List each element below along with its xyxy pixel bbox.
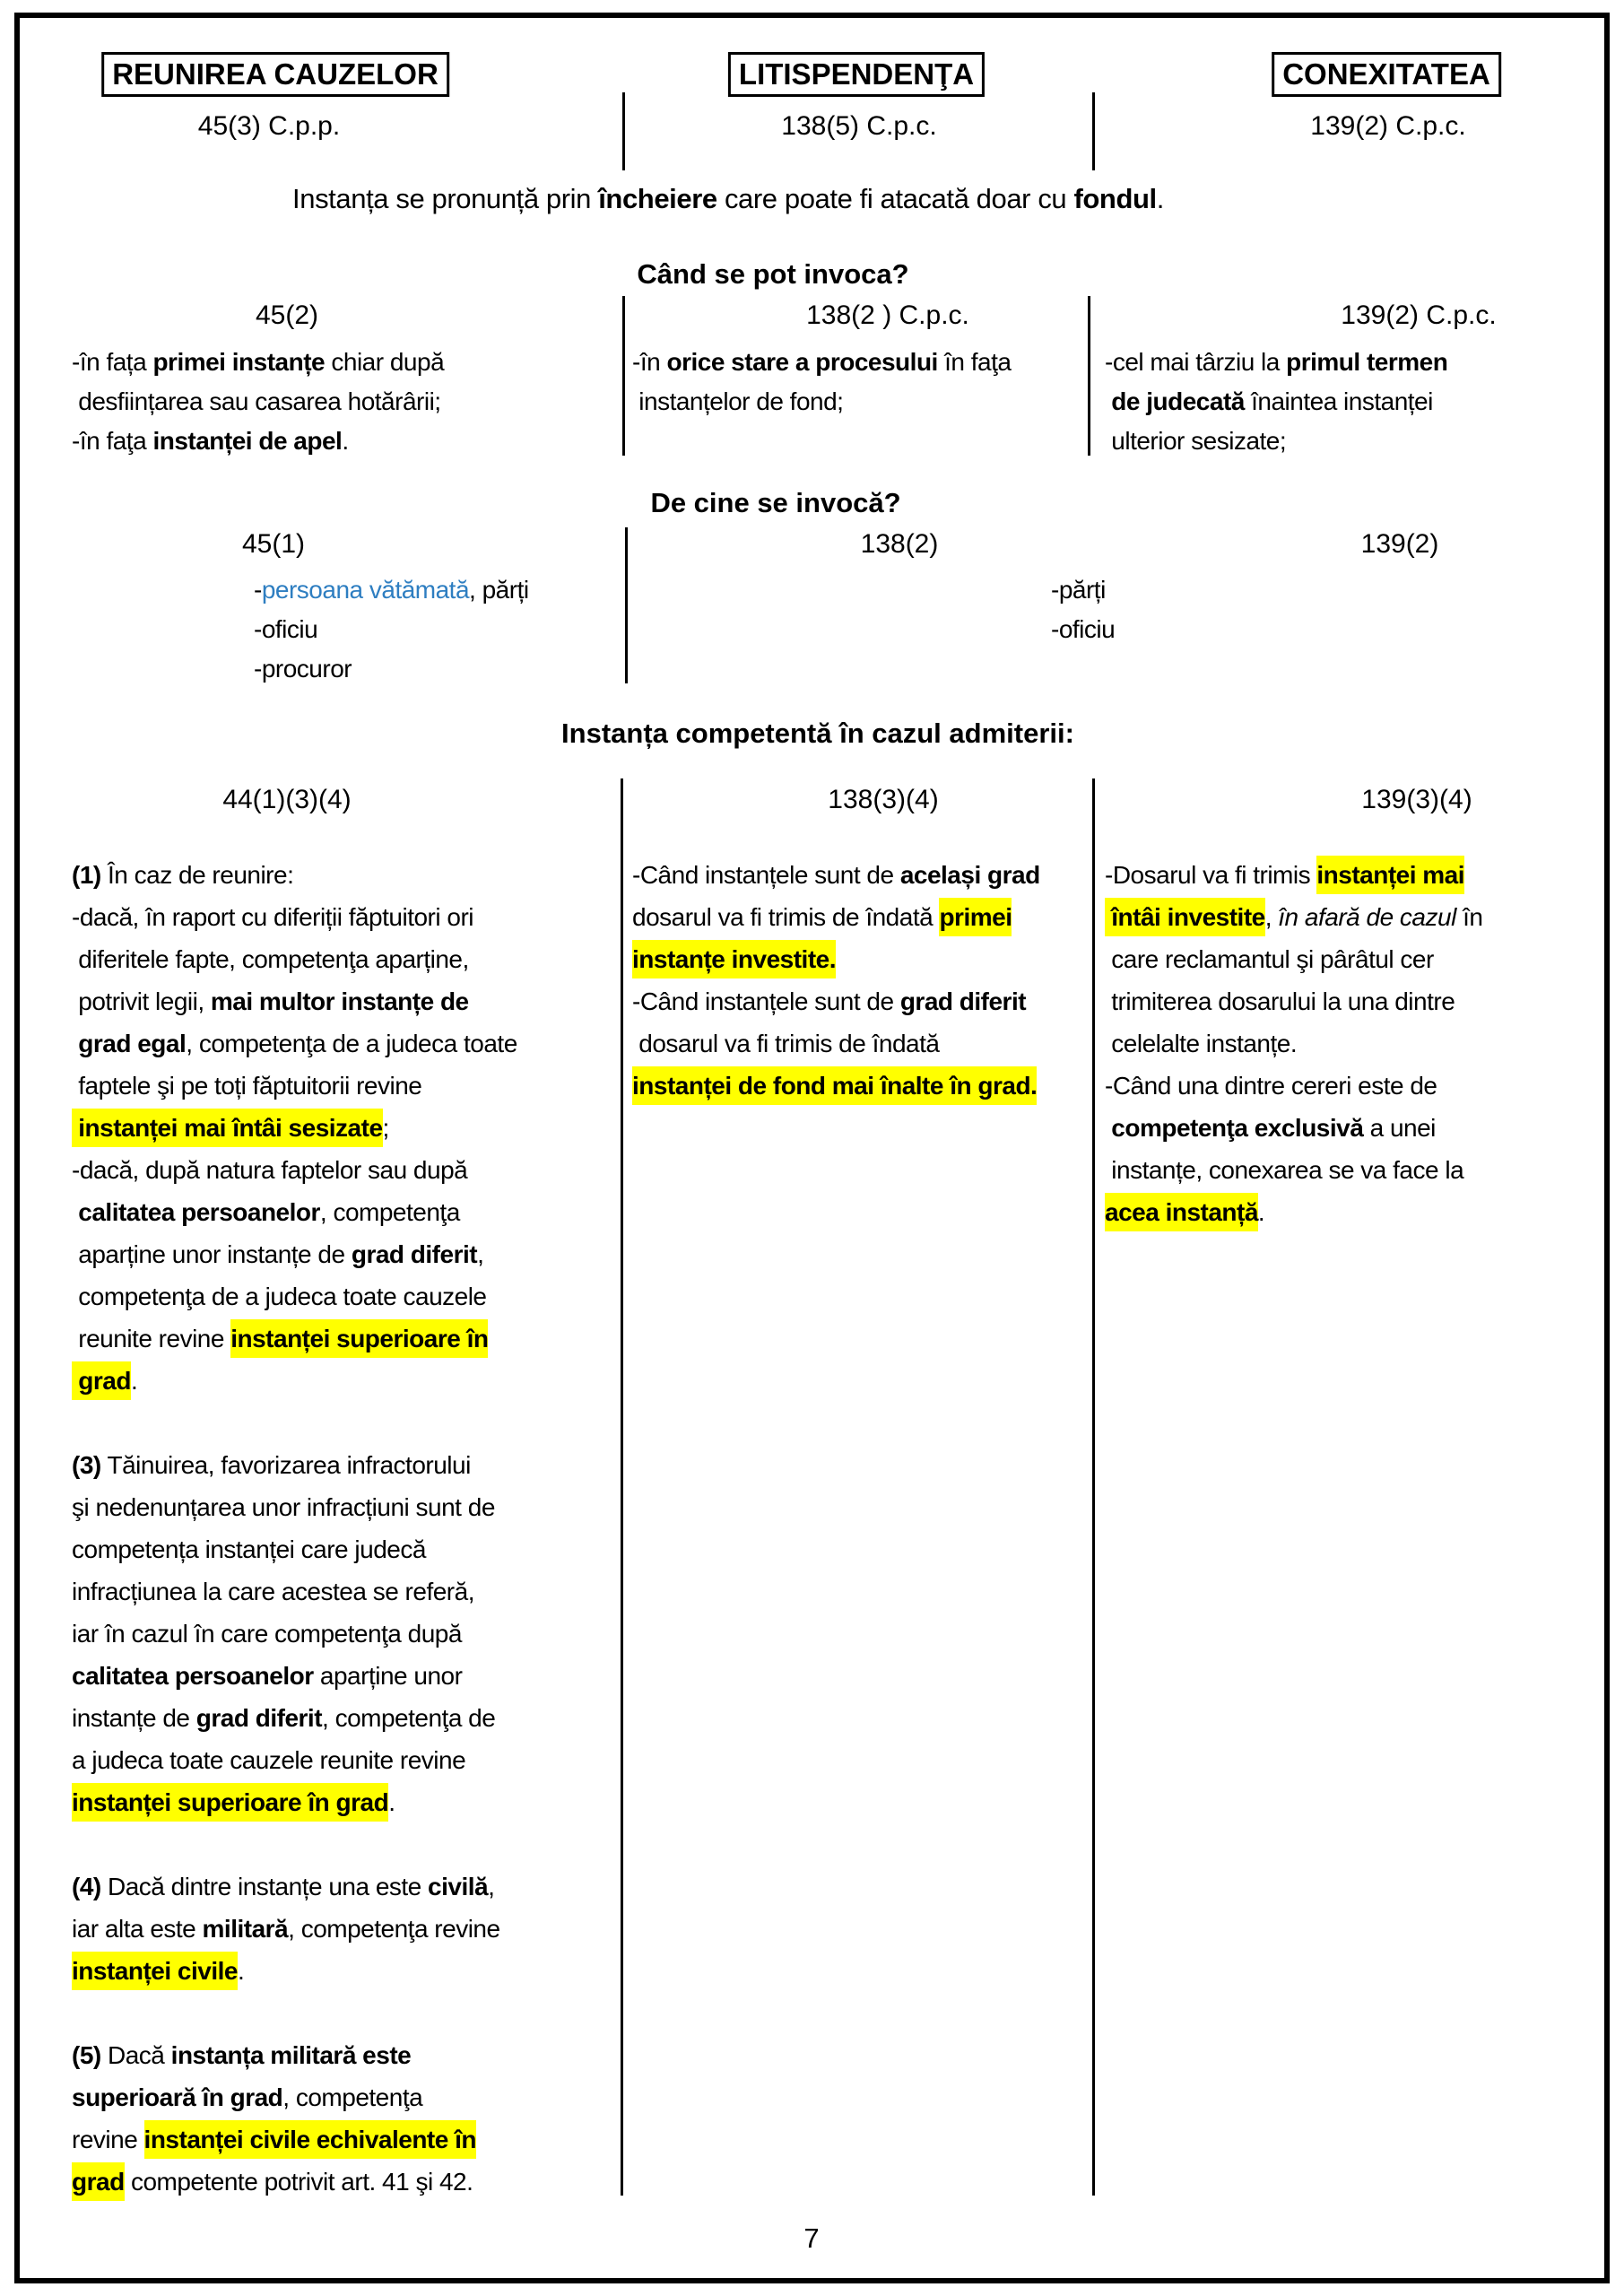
- text-run: persoana vătămată: [261, 576, 470, 604]
- text-line: [1105, 382, 1447, 422]
- text-run: în: [1455, 903, 1483, 931]
- header-box-title: CONEXITATEA: [1282, 57, 1490, 91]
- text-line: [72, 1402, 517, 1444]
- text-run: ,: [1264, 903, 1279, 931]
- text-line: [72, 1318, 517, 1360]
- text-run: .: [1156, 183, 1164, 214]
- text-line: [72, 2076, 517, 2118]
- section-title-de-cine-se-invoca: De cine se invocă?: [650, 487, 901, 518]
- text-run: -Când una dintre cereri este de: [1105, 1072, 1437, 1100]
- text-run: militară: [202, 1915, 289, 1943]
- text-line: [72, 1065, 517, 1107]
- s3-col1-text: [72, 854, 517, 2203]
- text-run: .: [237, 1957, 245, 1985]
- text-run: civilă: [428, 1873, 489, 1900]
- header-box-litispendenta: [728, 52, 985, 97]
- s3-col2-header: 138(3)(4): [828, 785, 939, 814]
- text-line: [72, 2161, 517, 2203]
- text-line: [632, 1022, 1040, 1065]
- article-ref-litispendenta: 138(5) C.p.c.: [781, 111, 937, 141]
- text-line: [72, 1149, 517, 1191]
- text-run: (4): [72, 1873, 101, 1900]
- text-run: instanței mai întâi sesizate: [78, 1109, 382, 1147]
- text-run: -Dosarul va fi trimis: [1105, 861, 1317, 889]
- text-run: reunite revine: [72, 1325, 231, 1352]
- article-ref-reunirea: 45(3) C.p.p.: [197, 111, 341, 141]
- text-line: [72, 1866, 517, 1908]
- text-run: calitatea persoanelor: [78, 1198, 320, 1226]
- text-line: [632, 343, 1011, 382]
- header-box-title: LITISPENDENŢA: [738, 57, 975, 91]
- text-run: ,: [488, 1873, 495, 1900]
- text-run: instanța militară este: [170, 2041, 412, 2069]
- s3-col2-text: [632, 854, 1040, 1107]
- text-run: -în: [632, 348, 667, 376]
- text-line: [72, 1823, 517, 1866]
- text-run: care poate fi atacată doar cu: [716, 183, 1074, 214]
- text-run: instanței de fond mai înalte în grad.: [632, 1066, 1037, 1105]
- text-run: a judeca toate cauzele reunite revine: [72, 1746, 466, 1774]
- text-run: ,: [477, 1240, 484, 1268]
- text-run: de judecată: [1111, 387, 1245, 415]
- text-run: competenţa exclusivă: [1111, 1114, 1364, 1142]
- text-run: , competenţa de: [322, 1704, 496, 1732]
- text-line: [72, 1613, 517, 1655]
- article-ref-conexitatea: 139(2) C.p.c.: [1310, 111, 1466, 141]
- text-run: , competenţa: [282, 2083, 423, 2111]
- text-run: (3): [72, 1451, 101, 1479]
- text-line: [1105, 896, 1482, 938]
- text-run: înaintea instanței: [1244, 387, 1433, 415]
- header-box-conexitatea: [1272, 52, 1501, 97]
- text-run: ;: [382, 1114, 389, 1142]
- section-title-cand-se-pot-invoca: Când se pot invoca?: [637, 258, 909, 290]
- column-divider: [621, 778, 623, 2196]
- text-run: fondul: [1073, 183, 1157, 214]
- text-run: -în fața: [72, 348, 153, 376]
- text-line: [632, 382, 1011, 422]
- text-run: Dacă dintre instanțe una este: [100, 1873, 429, 1900]
- text-run: iar în cazul în care competenţa după: [72, 1620, 462, 1648]
- text-run: -Când instanțele sunt de: [632, 987, 900, 1015]
- s3-col3-header: 139(3)(4): [1361, 785, 1472, 814]
- text-run: faptele şi pe toți făptuitorii revine: [72, 1072, 422, 1100]
- text-line: [1105, 938, 1482, 980]
- text-run: grad egal: [78, 1030, 187, 1057]
- s3-col1-header: 44(1)(3)(4): [222, 785, 352, 814]
- text-line: [632, 896, 1040, 938]
- text-line: [632, 1065, 1040, 1107]
- intro-sentence: [292, 181, 1164, 217]
- text-run: instanței superioare în grad: [72, 1783, 388, 1822]
- text-line: [72, 2034, 517, 2076]
- text-run: .: [388, 1788, 395, 1816]
- text-line: [72, 1739, 517, 1781]
- text-line: [72, 343, 444, 382]
- column-divider: [625, 527, 628, 683]
- s2-col1-header: 45(1): [242, 529, 306, 559]
- s1-col2-header: 138(2 ) C.p.c.: [806, 300, 969, 330]
- text-line: [254, 570, 529, 610]
- s1-col1-header: 45(2): [255, 300, 319, 330]
- text-run: -în faţa: [72, 427, 153, 455]
- page-number: 7: [803, 2222, 820, 2254]
- text-run: primei instanțe: [152, 348, 326, 376]
- text-line: [72, 1233, 517, 1275]
- text-run: competenţa de a judeca toate cauzele: [72, 1283, 487, 1310]
- text-run: potrivit legii,: [72, 987, 211, 1015]
- text-run: aparține unor: [313, 1662, 463, 1690]
- header-box-reunirea-cauzelor: [101, 52, 449, 97]
- text-run: .: [342, 427, 349, 455]
- text-run: , competenţa: [319, 1198, 460, 1226]
- text-run: -oficiu: [254, 615, 318, 643]
- text-line: [72, 1908, 517, 1950]
- text-line: [72, 1992, 517, 2034]
- column-divider: [1092, 92, 1095, 170]
- text-run: revine: [72, 2126, 144, 2153]
- text-line: [1105, 854, 1482, 896]
- text-run: aparține unor instanțe de: [72, 1240, 352, 1268]
- text-line: [632, 854, 1040, 896]
- text-run: , competenţa de a judeca toate: [186, 1030, 517, 1057]
- text-line: [1105, 980, 1482, 1022]
- text-line: [72, 1697, 517, 1739]
- s2-col2-text: [1051, 570, 1115, 649]
- text-run: , părți: [469, 576, 529, 604]
- text-line: [72, 1107, 517, 1149]
- text-line: [72, 896, 517, 938]
- text-line: [72, 1275, 517, 1318]
- text-run: întâi investite: [1111, 898, 1264, 936]
- text-run: -Când instanțele sunt de: [632, 861, 900, 889]
- text-line: [1105, 1022, 1482, 1065]
- text-line: [292, 181, 1164, 217]
- text-run: grad: [78, 1361, 131, 1400]
- text-run: instanței civile echivalente în: [144, 2120, 476, 2159]
- text-run: orice stare a procesului: [666, 348, 938, 376]
- text-line: [72, 1191, 517, 1233]
- text-line: [1105, 1065, 1482, 1107]
- text-line: [254, 649, 529, 689]
- s1-col3-text: [1105, 343, 1447, 461]
- s2-col2-header: 138(2): [860, 529, 939, 559]
- text-line: [1105, 1107, 1482, 1149]
- text-run: primei: [939, 898, 1012, 936]
- s1-col2-text: [632, 343, 1011, 422]
- text-run: dosarul va fi trimis de îndată: [632, 903, 940, 931]
- text-run: chiar după: [325, 348, 445, 376]
- text-run: şi nedenunțarea unor infracțiuni sunt de: [72, 1493, 495, 1521]
- text-run: celelalte instanțe.: [1105, 1030, 1298, 1057]
- text-run: (5): [72, 2041, 101, 2069]
- text-run: -dacă, după natura faptelor sau după: [72, 1156, 468, 1184]
- text-run: iar alta este: [72, 1915, 203, 1943]
- header-box-title: REUNIREA CAUZELOR: [112, 57, 439, 91]
- text-run: -părți: [1051, 576, 1106, 604]
- text-run: superioară în grad: [72, 2083, 283, 2111]
- text-run: instanței superioare în: [230, 1319, 488, 1358]
- column-divider: [622, 296, 625, 456]
- text-run: primul termen: [1286, 348, 1448, 376]
- text-run: instanței mai: [1316, 856, 1464, 894]
- s1-col1-text: [72, 343, 444, 461]
- text-line: [1051, 610, 1115, 649]
- s1-col3-header: 139(2) C.p.c.: [1341, 300, 1497, 330]
- text-run: diferitele fapte, competenţa aparține,: [72, 945, 469, 973]
- text-line: [72, 422, 444, 461]
- text-line: [1105, 422, 1447, 461]
- text-line: [72, 854, 517, 896]
- text-run: În caz de reunire:: [100, 861, 294, 889]
- text-run: -dacă, în raport cu diferiții făptuitori ori: [72, 903, 473, 931]
- text-run: grad: [72, 2162, 125, 2201]
- text-run: acea instanță: [1105, 1193, 1258, 1231]
- text-line: [72, 1570, 517, 1613]
- text-line: [1051, 570, 1115, 610]
- text-run: .: [1257, 1198, 1265, 1226]
- text-run: încheiere: [598, 183, 717, 214]
- text-run: -oficiu: [1051, 615, 1116, 643]
- text-run: , competenţa revine: [288, 1915, 500, 1943]
- text-run: care reclamantul şi pârâtul cer: [1105, 945, 1434, 973]
- text-line: [72, 2118, 517, 2161]
- text-line: [72, 1950, 517, 1992]
- text-line: [72, 980, 517, 1022]
- text-run: competente potrivit art. 41 şi 42.: [124, 2168, 473, 2196]
- text-run: -cel mai târziu la: [1105, 348, 1287, 376]
- column-divider: [1088, 296, 1090, 456]
- text-run: .: [130, 1367, 138, 1395]
- text-run: a unei: [1363, 1114, 1436, 1142]
- text-line: [1105, 1149, 1482, 1191]
- text-line: [72, 1444, 517, 1486]
- text-run: calitatea persoanelor: [72, 1662, 314, 1690]
- text-run: Tăinuirea, favorizarea infractorului: [100, 1451, 471, 1479]
- text-line: [72, 1360, 517, 1402]
- text-run: instanțe investite.: [632, 940, 836, 978]
- text-run: competența instanței care judecă: [72, 1535, 426, 1563]
- text-line: [72, 382, 444, 422]
- text-run: trimiterea dosarului la una dintre: [1105, 987, 1455, 1015]
- text-run: dosarul va fi trimis de îndată: [632, 1030, 940, 1057]
- text-run: ulterior sesizate;: [1105, 427, 1287, 455]
- text-run: Dacă: [100, 2041, 171, 2069]
- text-line: [72, 1022, 517, 1065]
- text-line: [632, 938, 1040, 980]
- text-run: instanțelor de fond;: [632, 387, 844, 415]
- column-divider: [1092, 778, 1095, 2196]
- text-run: -procuror: [254, 655, 352, 683]
- text-run: în afară de cazul: [1278, 903, 1456, 931]
- column-divider: [622, 92, 625, 170]
- text-run: instanței de apel: [152, 427, 343, 455]
- text-line: [1105, 343, 1447, 382]
- text-run: instanțe de: [72, 1704, 196, 1732]
- text-run: -: [254, 576, 262, 604]
- text-run: (1): [72, 861, 101, 889]
- text-line: [72, 1781, 517, 1823]
- text-line: [72, 1486, 517, 1528]
- s2-col1-text: [254, 570, 529, 689]
- text-run: mai multor instanțe de: [210, 987, 469, 1015]
- text-run: desființarea sau casarea hotărârii;: [72, 387, 441, 415]
- text-line: [632, 980, 1040, 1022]
- text-line: [254, 610, 529, 649]
- text-run: Instanța se pronunță prin: [292, 183, 599, 214]
- text-run: grad diferit: [351, 1240, 478, 1268]
- text-line: [1105, 1191, 1482, 1233]
- text-run: în faţa: [937, 348, 1012, 376]
- text-line: [72, 1528, 517, 1570]
- text-run: grad diferit: [195, 1704, 323, 1732]
- text-line: [72, 1655, 517, 1697]
- section-title-instanta-competenta: Instanța competentă în cazul admiterii:: [561, 718, 1074, 749]
- text-line: [72, 938, 517, 980]
- text-run: instanțe, conexarea se va face la: [1105, 1156, 1464, 1184]
- text-run: instanței civile: [72, 1952, 238, 1990]
- text-run: grad diferit: [899, 987, 1027, 1015]
- text-run: infracțiunea la care acestea se referă,: [72, 1578, 474, 1605]
- s3-col3-text: [1105, 854, 1482, 1233]
- s2-col3-header: 139(2): [1360, 529, 1439, 559]
- text-run: același grad: [899, 861, 1040, 889]
